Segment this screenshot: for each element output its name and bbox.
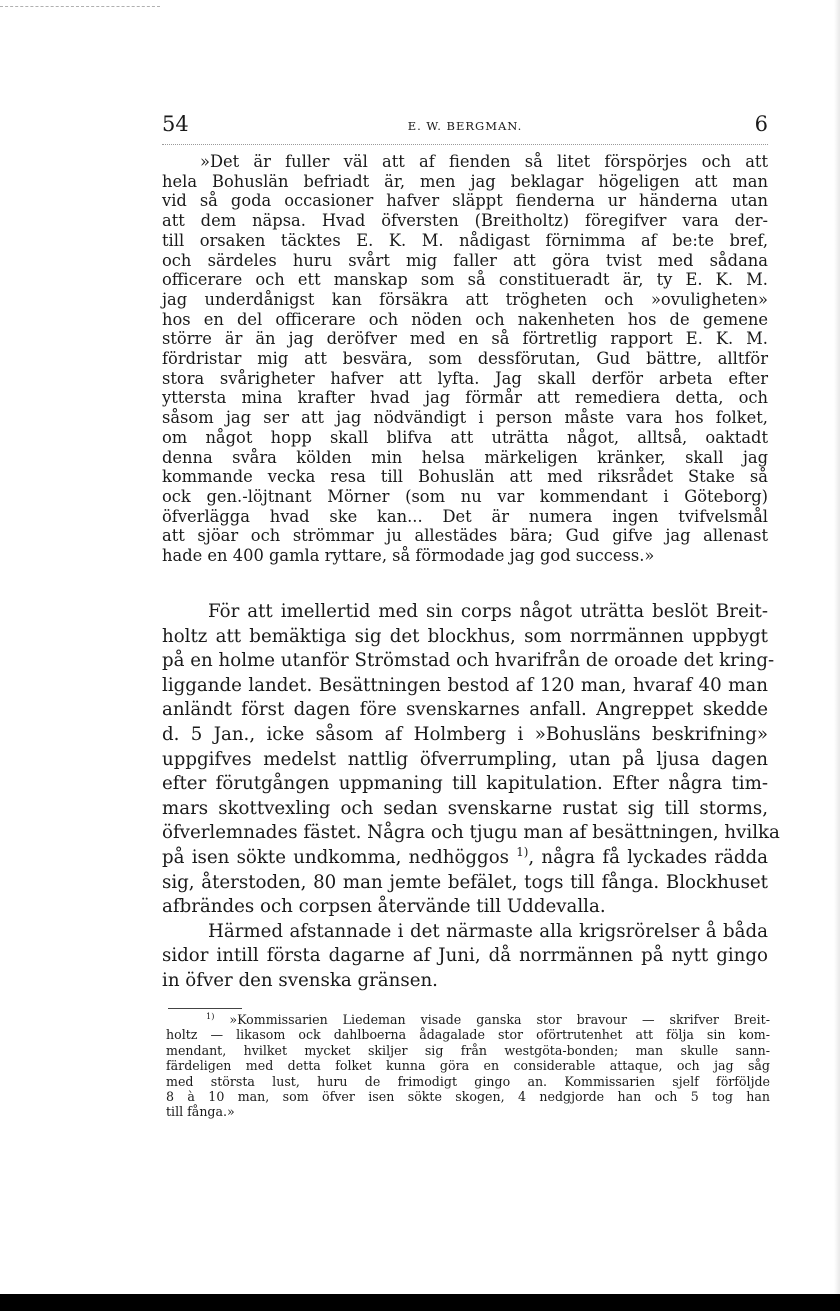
quote-line: om något hopp skall blifva att uträtta något, alltså, oaktadt (162, 427, 768, 447)
quote-line: till orsaken täcktes E. K. M. nådigast förnimma af be:te bref, (162, 230, 768, 250)
body-line-part: , några få lyckades rädda (528, 846, 768, 868)
footnote-line: 8 à 10 man, som öfver isen sökte skogen, 4 nedgjorde han och 5 tog han (166, 1089, 770, 1105)
body-line: sig, återstoden, 80 man jemte befälet, togs till fånga. Blockhuset (162, 871, 768, 893)
page-header (162, 112, 768, 142)
footnote-line: färdeligen med detta folket kunna göra en considerable attaque, och jag såg (166, 1058, 770, 1074)
quote-line: officerare och ett manskap som så constitueradt är, ty E. K. M. (162, 270, 768, 290)
footnote (166, 1012, 770, 1120)
page-number: 54 (162, 112, 189, 136)
body-line: öfverlemnades fästet. Några och tjugu man af besättningen, hvilka (162, 822, 780, 844)
quote-line: såsom jag ser att jag nödvändigt i person måste vara hos folket, (162, 408, 768, 428)
quote-line: vid så goda occasioner hafver släppt fienderna ur händerna utan (162, 191, 768, 211)
signature-number: 6 (754, 112, 768, 136)
page-edge-shadow (834, 0, 840, 1294)
body-text (162, 600, 780, 994)
quote-line: att sjöar och strömmar ju allestädes bära; Gud gifve jag allenast (162, 526, 768, 546)
footnote-marker: 1) (206, 1010, 215, 1021)
body-line: d. 5 Jan., icke såsom af Holmberg i »Bohusläns beskrifning» (162, 723, 768, 745)
body-line: Härmed afstannade i det närmaste alla krigsrörelser å båda (208, 920, 768, 942)
quote-line: och särdeles huru svårt mig faller att göra tvist med sådana (162, 250, 768, 270)
body-line: in öfver den svenska gränsen. (162, 969, 438, 991)
body-line: uppgifves medelst nattlig öfverrumpling, utan på ljusa dagen (162, 748, 768, 770)
body-line: afbrändes och corpsen återvände till Uddevalla. (162, 896, 606, 918)
quote-line: fördristar mig att besvära, som dessförutan, Gud bättre, alltför (162, 349, 768, 369)
footnote-reference[interactable]: 1) (516, 844, 529, 859)
footnote-line: holtz — likasom ock dahlboerna ådagalade stor oförtrutenhet att följa sin kom- (166, 1027, 770, 1043)
body-line: liggande landet. Besättningen bestod af 120 man, hvaraf 40 man (162, 674, 768, 696)
body-line: holtz att bemäktiga sig det blockhus, som norrmännen uppbygt (162, 625, 768, 647)
quote-line: ock gen.-löjtnant Mörner (som nu var kommendant i Göteborg) (162, 486, 768, 506)
body-line: anländt först dagen före svenskarnes anfall. Angreppet skedde (162, 699, 768, 721)
top-edge-mark (0, 6, 160, 7)
body-line: efter förutgången uppmaning till kapitulation. Efter några tim- (162, 773, 768, 795)
footnote-rule (168, 1008, 242, 1009)
quote-line: hos en del officerare och nöden och nakenheten hos de gemene (162, 309, 768, 329)
body-line: mars skottvexling och sedan svenskarne rustat sig till storms, (162, 797, 768, 819)
quote-line: att dem näpsa. Hvad öfversten (Breitholtz) föregifver vara der- (162, 211, 768, 231)
quote-line: denna svåra kölden min helsa märkeligen kränker, skall jag (162, 447, 768, 467)
body-line-with-footnote-ref (162, 846, 768, 871)
body-line: För att imellertid med sin corps något uträtta beslöt Breit- (208, 601, 768, 622)
quoted-letter (162, 152, 768, 566)
quote-line: större är än jag deröfver med en så förtretlig rapport E. K. M. (162, 329, 768, 349)
quote-line: yttersta mina krafter hvad jag förmår att remediera detta, och (162, 388, 768, 408)
quote-line: hela Bohuslän befriadt är, men jag beklagar högeligen att man (162, 171, 768, 191)
body-line: på en holme utanför Strömstad och hvarifrån de oroade det kring- (162, 650, 775, 672)
body-line-part: på isen sökte undkomma, nedhöggos (162, 846, 509, 868)
scan-bottom-border (0, 1294, 840, 1311)
footnote-line (166, 1012, 770, 1027)
quote-line: jag underdånigst kan försäkra att trögheten och »ovuligheten» (162, 289, 768, 309)
quote-line: hade en 400 gamla ryttare, så förmodade jag god success.» (162, 546, 655, 566)
footnote-line-text: »Kommissarien Liedeman visade ganska stor bravour — skrifver Breit- (229, 1012, 770, 1027)
quote-line: stora svårigheter hafver att lyfta. Jag skall derför arbeta efter (162, 368, 768, 388)
running-head: E. W. BERGMAN. (407, 119, 523, 133)
footnote-line: till fånga.» (166, 1104, 235, 1120)
header-rule (162, 144, 768, 145)
footnote-line: mendant, hvilket mycket skiljer sig från westgöta-bonden; man skulle sann- (166, 1042, 770, 1058)
quote-line: öfverlägga hvad ske kan... Det är numera ingen tvifvelsmål (162, 506, 768, 526)
footnote-line: med största lust, huru de frimodigt gingo an. Kommissarien sjelf förföljde (166, 1073, 770, 1089)
quote-line: kommande vecka resa till Bohuslän att med riksrådet Stake så (162, 467, 768, 487)
quote-line: »Det är fuller väl att af fienden så litet förspörjes och att (200, 152, 768, 171)
body-line: sidor intill första dagarne af Juni, då norrmännen på nytt gingo (162, 945, 768, 967)
